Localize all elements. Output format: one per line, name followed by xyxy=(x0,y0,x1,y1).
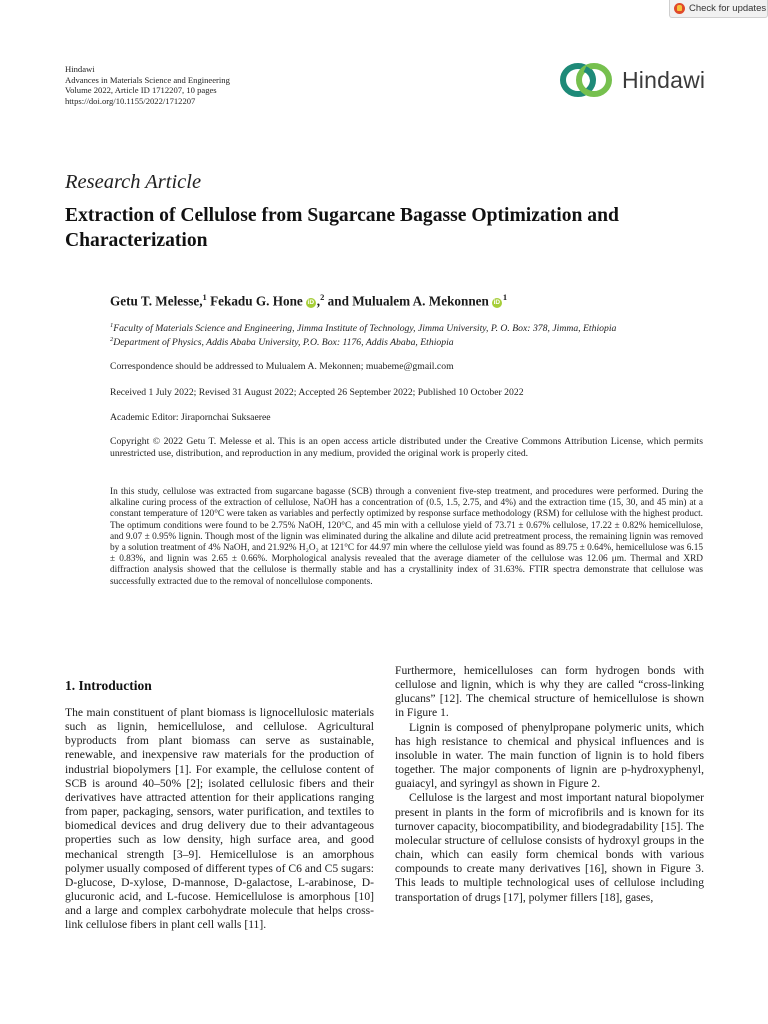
right-column xyxy=(395,664,704,905)
orcid-icon[interactable]: iD xyxy=(307,299,315,307)
paragraph: Cellulose is the largest and most important natural biopolymer present in plants in the form of microfibrils and is known for its turnover capacity, biocompatibility, and biodegradability [15]. The molecular structure of cellulose consists of hydroxyl groups in the chain, which can easily form chemical bonds with various compounds to create many derivatives [16], shown in Figure 3. This leads to multiple technological uses of cellulose including transportation of drugs [17], polymer fillers [18], gases, xyxy=(395,791,704,904)
copyright-notice: Copyright © 2022 Getu T. Melesse et al. This is an open access article distributed under the Creative Commons Attribution License, which permits unrestricted use, distribution, and reproduction in any medium, provided the original work is properly cited. xyxy=(110,436,703,459)
publisher-line: Hindawi xyxy=(65,64,95,74)
affiliation-1 xyxy=(110,322,616,334)
volume-line: Volume 2022, Article ID 1712207, 10 pages xyxy=(65,85,217,95)
affiliation-mark: 1 xyxy=(110,322,114,329)
update-icon xyxy=(674,3,685,14)
paragraph: Furthermore, hemicelluloses can form hydrogen bonds with cellulose and lignin, which is why they are called “cross-linking glucans” [12]. The chemical structure of hemicellulose is shown in Figure 1. xyxy=(395,664,704,720)
author-name: Mulualem A. Mekonnen xyxy=(352,293,489,309)
paragraph: Lignin is composed of phenylpropane polymeric units, which has high resistance to chemical and physical influences and is insoluble in water. The main function of lignin is to hold fibers together. The major components of lignin are p-hydroxyphenyl, guaiacyl, and syringyl as shown in Figure 2. xyxy=(395,720,704,791)
hindawi-logo xyxy=(558,62,705,98)
hindawi-logo-icon xyxy=(558,62,614,98)
article-title: Extraction of Cellulose from Sugarcane Bagasse Optimization and Characterization xyxy=(65,205,619,251)
left-column xyxy=(65,706,374,933)
journal-line: Advances in Materials Science and Engineering xyxy=(65,74,230,85)
correspondence: Correspondence should be addressed to Mulualem A. Mekonnen; muabeme@gmail.com xyxy=(110,361,454,372)
article-dates: Received 1 July 2022; Revised 31 August 2022; Accepted 26 September 2022; Published 10 October 2022 xyxy=(110,387,524,398)
journal-meta xyxy=(65,64,230,106)
section-heading: 1. Introduction xyxy=(65,678,152,693)
article-type: Research Article xyxy=(65,171,202,193)
author-name: Fekadu G. Hone xyxy=(210,293,303,309)
affiliation-2 xyxy=(110,336,454,348)
author-name: Getu T. Melesse, xyxy=(110,293,203,309)
affiliation-text: Faculty of Materials Science and Engineering, Jimma Institute of Technology, Jimma University, P. O. Box: 378, Jimma, Ethiopia xyxy=(113,323,617,335)
author-affiliation-mark: 1 xyxy=(202,292,207,302)
affiliation-mark: 2 xyxy=(110,336,114,343)
affiliation-text: Department of Physics, Addis Ababa University, P.O. Box: 1176, Addis Ababa, Ethiopia xyxy=(113,337,454,349)
author-affiliation-mark: 1 xyxy=(502,292,508,302)
abstract: In this study, cellulose was extracted from sugarcane bagasse (SCB) through a convenient five-step treatment, and procedures were performed. During the alkaline curing process of the extraction of cellulose, NaOH has a concentration of (0.5, 1.5, 2.75, and 4%) and the extraction time (15, 30, and 45 min) at a constant temperature of 120°C were taken as variables and perfectly optimized by response surface methodology (RSM) for cellulose with the highest product. The optimum conditions were found to be 2.75% NaOH, 120°C, and 45 min with a cellulose yield of 73.71 ± 0.67% cellulose, 17.22 ± 0.82% hemicellulose, and 9.07 ± 0.95% lignin. Though most of the lignin was eliminated during the alkaline and dilute acid pretreatment process, the remaining lignin was removed by a solution treatment of 4% NaOH, and 21.92% H₂O₂ at 121°C for 44.97 min where the cellulose yield was found as 89.75 ± 0.64%, hemicellulose was 6.15 ± 0.83%, and lignin was 2.65 ± 0.66%. Morphological analysis revealed that the average diameter of the cellulose was 12.06 μm. Thermal and XRD diffraction analysis showed that the cellulose is thermally stable and has a crystallinity index of 31.63%. FTIR spectra demonstrate that cellulose was successfully extracted due to the removal of noncellulose components. xyxy=(110,487,703,587)
doi-link[interactable]: https://doi.org/10.1155/2022/1712207 xyxy=(65,95,196,106)
check-for-updates-button[interactable] xyxy=(669,0,768,18)
hindawi-logo-text: Hindawi xyxy=(622,66,706,93)
academic-editor: Academic Editor: Jirapornchai Suksaeree xyxy=(110,412,271,423)
author-affiliation-mark: 2 xyxy=(320,292,325,302)
orcid-icon[interactable]: iD xyxy=(493,299,501,307)
check-for-updates-label: Check for updates xyxy=(689,3,767,14)
paragraph: The main constituent of plant biomass is lignocellulosic materials such as lignin, hemicellulose, and cellulose. Agricultural byproducts from plant biomass can serve as sustainable, renewable, and inexpensive raw materials for the production of industrial biopolymers [1]. For example, the cellulose content of SCB is around 40–50% [2]; isolated cellulosic fibers and their derivatives have attracted attention for their applications ranging from paper, packaging, sensors, water purification, and textiles to biomedical devices and drug delivery due to their advantageous properties such as low density, high surface area, and good mechanical strength [3–9]. Hemicellulose is an amorphous polymer usually composed of different types of C6 and C5 sugars: D-glucose, D-xylose, D-mannose, D-galactose, L-arabinose, D-glucuronic acid, and L-fucose. Hemicellulose is amorphous [10] and a large and complex carbohydrate molecule that helps cross-link cellulose fibers in plant cell walls [11]. xyxy=(65,706,374,932)
author-separator: , xyxy=(316,293,321,309)
author-conjunction: and xyxy=(324,293,353,309)
author-list xyxy=(110,292,507,309)
